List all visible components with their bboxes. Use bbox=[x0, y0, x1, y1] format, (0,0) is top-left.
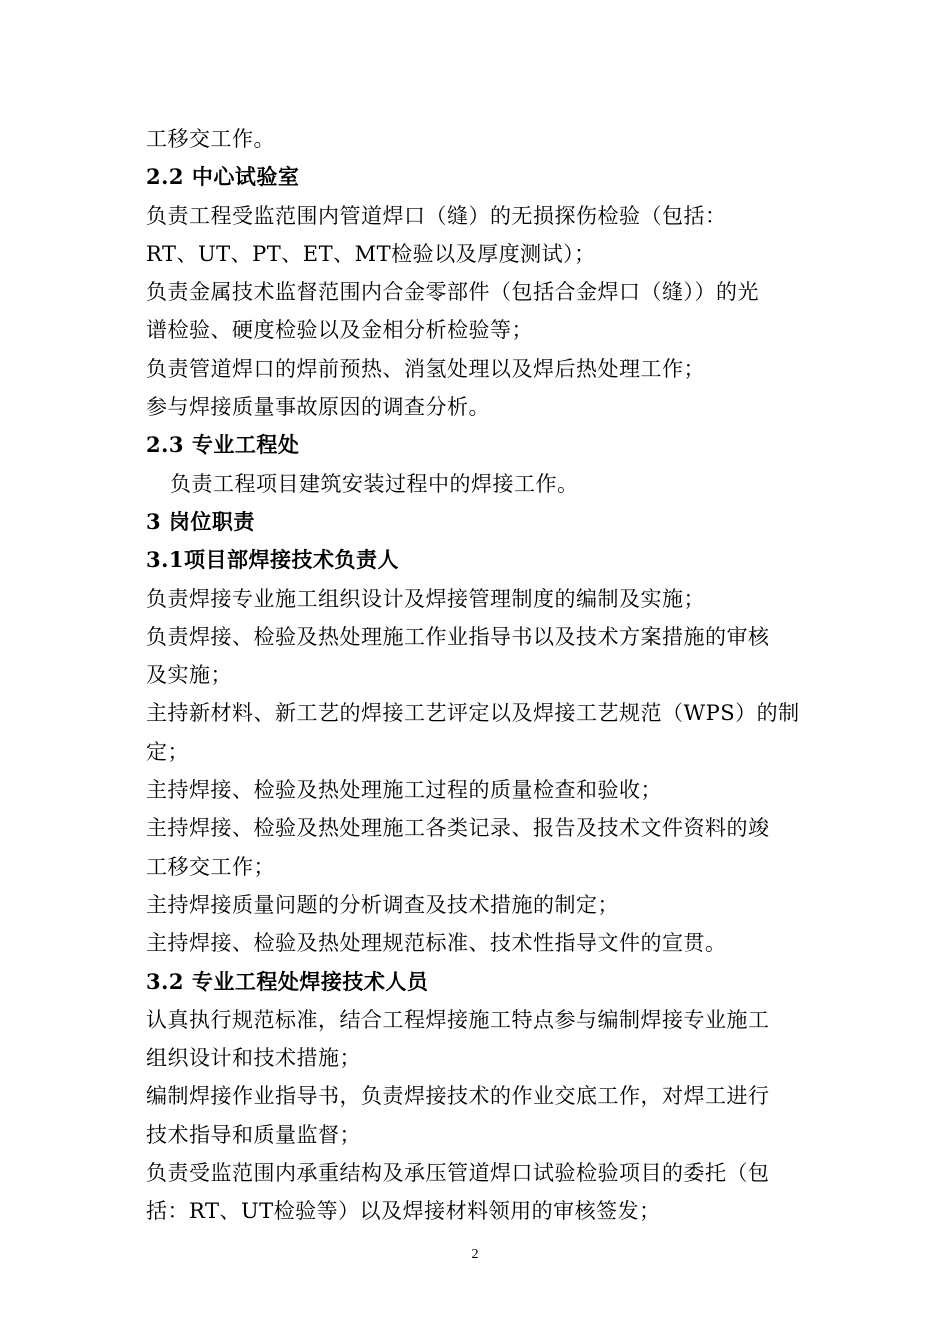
text-line: 负责工程受监范围内管道焊口（缝）的无损探伤检验（包括： bbox=[146, 203, 727, 228]
text-line: 定； bbox=[146, 739, 189, 764]
text-line: RT、UT、PT、ET、MT检验以及厚度测试）； bbox=[146, 241, 596, 266]
text-line: 括：RT、UT检验等）以及焊接材料领用的审核签发； bbox=[146, 1199, 661, 1224]
text-line: 参与焊接质量事故原因的调查分析。 bbox=[146, 395, 490, 420]
section-heading: 3 岗位职责 bbox=[146, 508, 255, 534]
document-body bbox=[146, 120, 818, 1231]
section-heading: 3.1项目部焊接技术负责人 bbox=[146, 547, 400, 573]
text-line: 主持焊接、检验及热处理规范标准、技术性指导文件的宣贯。 bbox=[146, 931, 727, 956]
text-line: 负责焊接专业施工组织设计及焊接管理制度的编制及实施； bbox=[146, 586, 705, 611]
text-line: 主持新材料、新工艺的焊接工艺评定以及焊接工艺规范（WPS）的制 bbox=[146, 701, 800, 726]
text-line: 负责工程项目建筑安装过程中的焊接工作。 bbox=[170, 471, 579, 496]
text-line: 编制焊接作业指导书，负责焊接技术的作业交底工作，对焊工进行 bbox=[146, 1084, 770, 1109]
text-line: 工移交工作。 bbox=[146, 127, 275, 151]
text-line: 及实施； bbox=[146, 663, 232, 688]
section-heading: 2.3 专业工程处 bbox=[146, 432, 300, 458]
text-line: 负责金属技术监督范围内合金零部件（包括合金焊口（缝））的光 bbox=[146, 280, 759, 305]
text-line: 认真执行规范标准，结合工程焊接施工特点参与编制焊接专业施工 bbox=[146, 1007, 770, 1032]
text-line: 主持焊接、检验及热处理施工过程的质量检查和验收； bbox=[146, 778, 662, 803]
text-line: 负责受监范围内承重结构及承压管道焊口试验检验项目的委托（包 bbox=[146, 1161, 770, 1186]
text-line: 主持焊接、检验及热处理施工各类记录、报告及技术文件资料的竣 bbox=[146, 816, 770, 841]
section-heading: 3.2 专业工程处焊接技术人员 bbox=[146, 968, 429, 994]
text-line: 负责管道焊口的焊前预热、消氢处理以及焊后热处理工作； bbox=[146, 356, 705, 381]
text-line: 工移交工作； bbox=[146, 854, 275, 879]
text-line: 负责焊接、检验及热处理施工作业指导书以及技术方案措施的审核 bbox=[146, 624, 770, 649]
page-number: 2 bbox=[471, 1247, 479, 1262]
text-line: 技术指导和质量监督； bbox=[146, 1122, 361, 1147]
text-line: 谱检验、硬度检验以及金相分析检验等； bbox=[146, 318, 533, 343]
section-heading: 2.2 中心试验室 bbox=[146, 164, 300, 190]
text-line: 主持焊接质量问题的分析调查及技术措施的制定； bbox=[146, 892, 619, 917]
text-line: 组织设计和技术措施； bbox=[146, 1046, 361, 1071]
